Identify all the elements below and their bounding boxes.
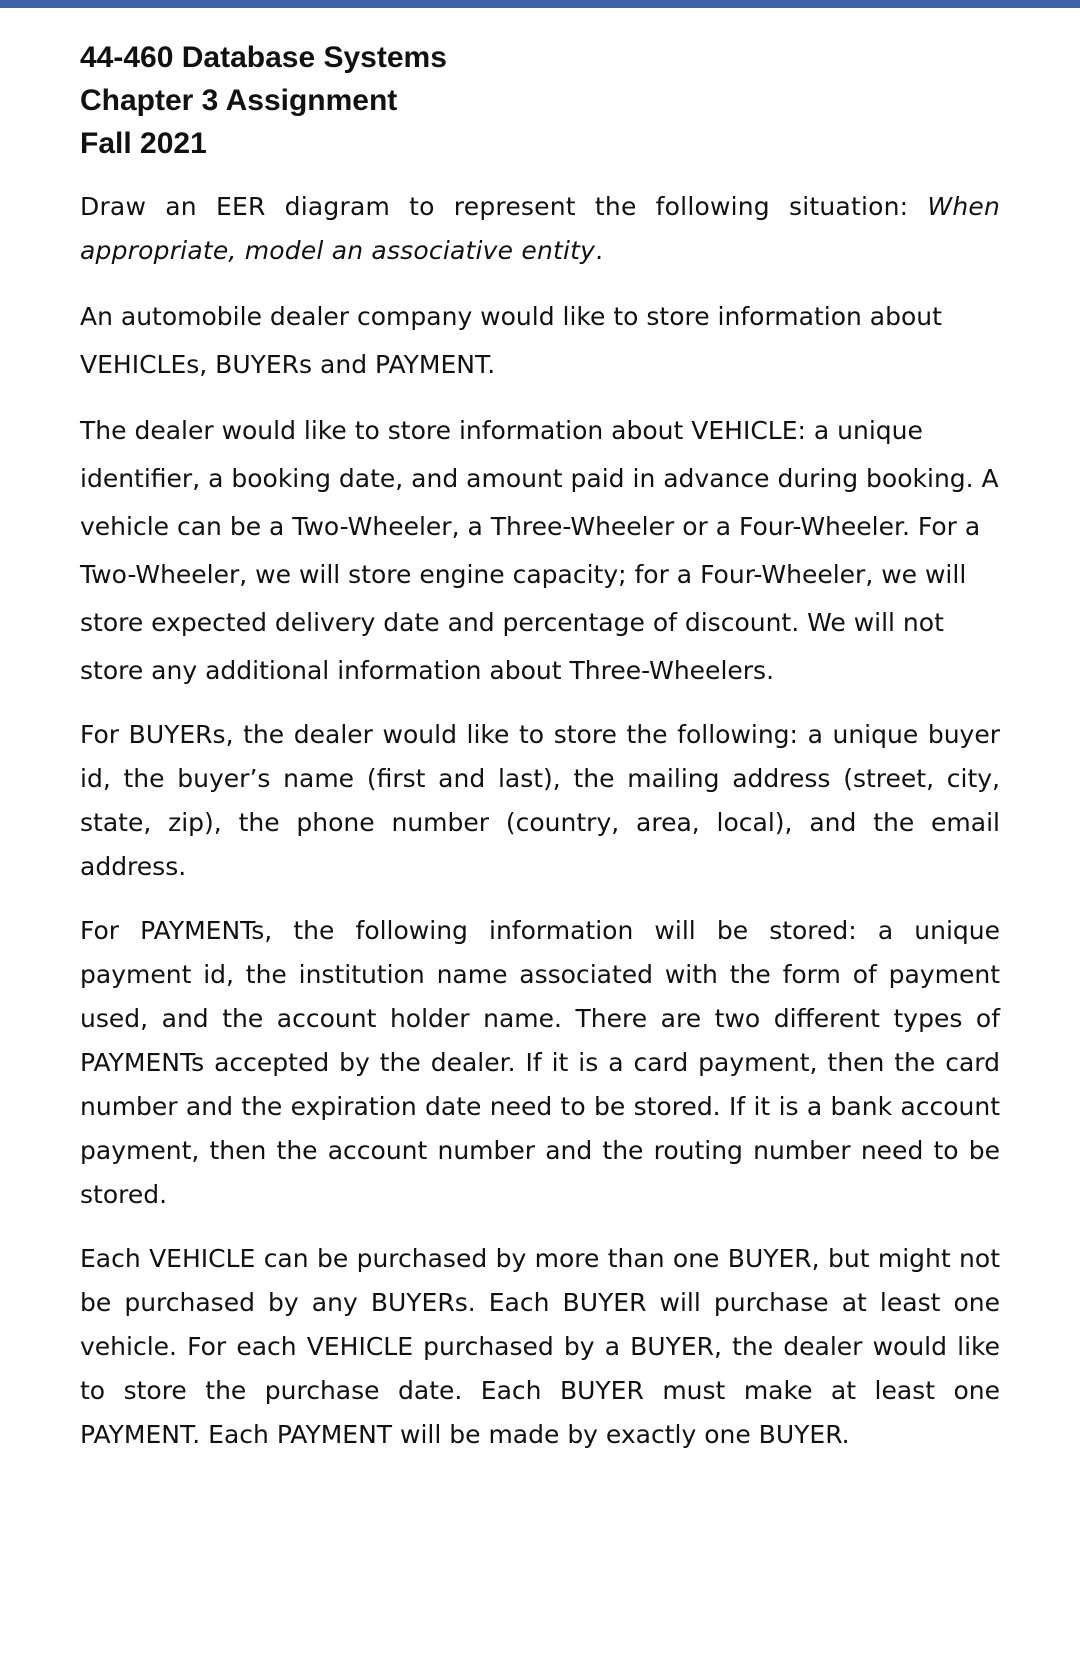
document-header	[80, 36, 1000, 165]
intro-end: .	[595, 236, 604, 265]
term-title: Fall 2021	[80, 127, 207, 160]
company-paragraph: An automobile dealer company would like to store information about VEHICLEs, BUYERs and PAYMENT.	[80, 302, 942, 379]
assignment-title: Chapter 3 Assignment	[80, 84, 398, 117]
intro-text: Draw an EER diagram to represent the following situation:	[80, 192, 928, 221]
buyer-paragraph: For BUYERs, the dealer would like to store the following: a unique buyer id, the buyer’s name (first and last), the mailing address (street, city, state, zip), the phone number (country, area, local), and the email address.	[80, 720, 1000, 881]
intro-paragraph	[80, 185, 1000, 273]
vehicle-paragraph: The dealer would like to store information about VEHICLE: a unique identifier, a booking date, and amount paid in advance during booking. A vehicle can be a Two-Wheeler, a Three-Wheeler or a Four-Wheeler. For a Two-Wheeler, we will store engine capacity; for a Four-Wheeler, we will store expected delivery date and percentage of discount. We will not store any additional information about Three-Wheelers.	[80, 416, 999, 685]
course-title: 44-460 Database Systems	[80, 41, 447, 74]
relationship-paragraph: Each VEHICLE can be purchased by more than one BUYER, but might not be purchased by any BUYERs. Each BUYER will purchase at least one vehicle. For each VEHICLE purchased by a BUYER, the dealer would like to store the purchase date. Each BUYER must make at least one PAYMENT. Each PAYMENT will be made by exactly one BUYER.	[80, 1244, 1000, 1449]
payment-paragraph: For PAYMENTs, the following information will be stored: a unique payment id, the institution name associated with the form of payment used, and the account holder name. There are two different types of PAYMENTs accepted by the dealer. If it is a card payment, then the card number and the expiration date need to be stored. If it is a bank account payment, then the account number and the routing number need to be stored.	[80, 916, 1000, 1209]
intro-italic-text: When appropriate, model an associative entity	[80, 192, 1000, 265]
top-accent-bar	[0, 0, 1080, 8]
document-page	[80, 36, 1000, 1457]
